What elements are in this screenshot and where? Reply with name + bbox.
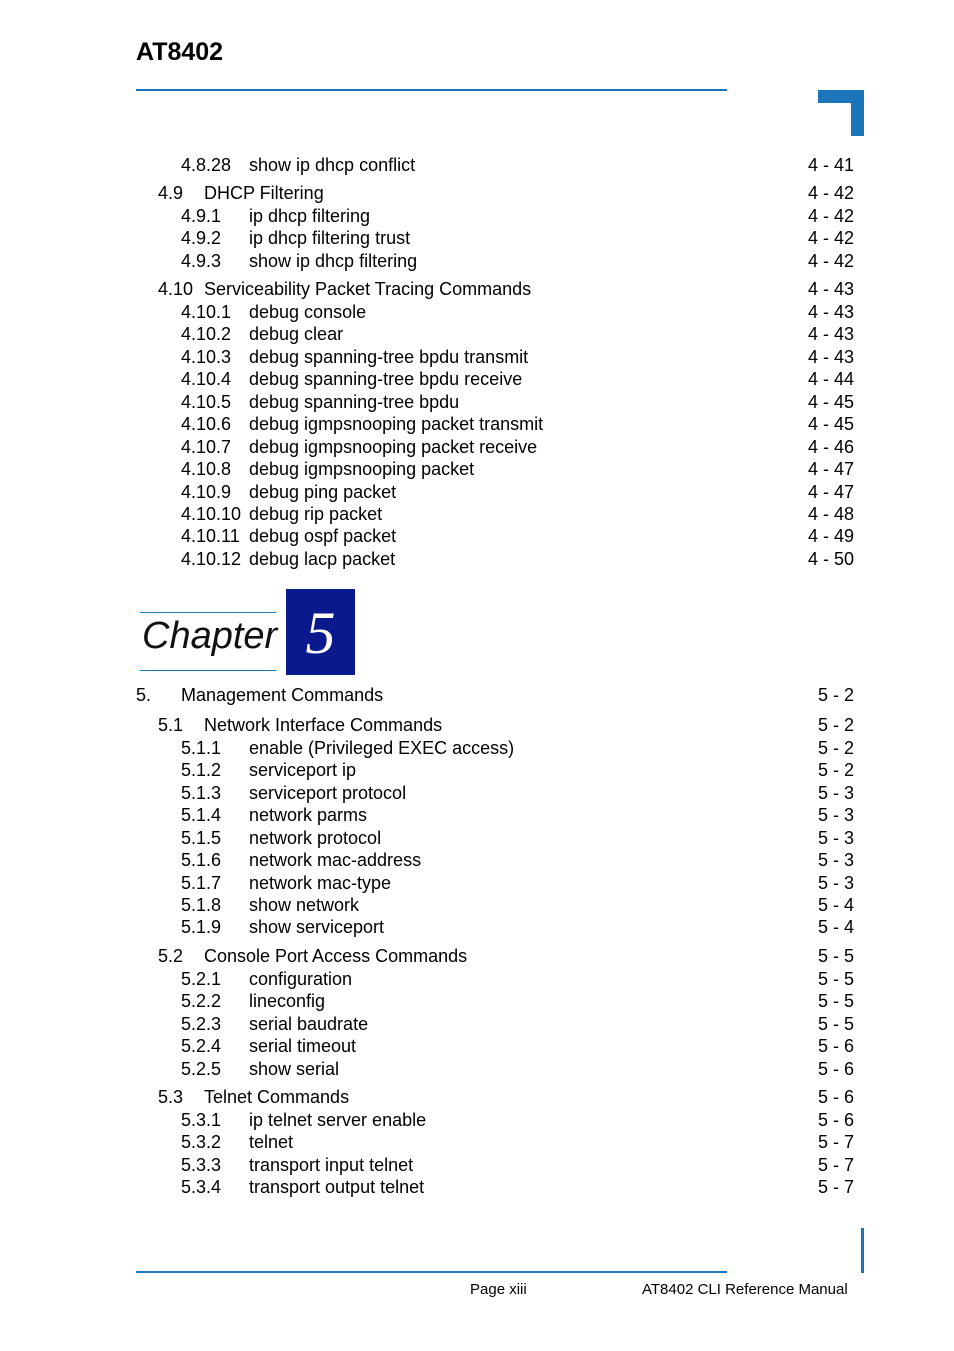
toc-entry[interactable] [181, 1058, 854, 1080]
toc-entry-page: 5 - 2 [815, 759, 854, 781]
toc-entry-number: 5.2.5 [181, 1059, 222, 1079]
toc-entry-page: 4 - 43 [805, 278, 854, 300]
toc-entry-label: debug igmpsnooping packet transmit [249, 413, 549, 435]
toc-entry-number: 5.3 [158, 1087, 184, 1107]
toc-entry-label: debug spanning-tree bpdu receive [249, 368, 528, 390]
toc-entry-page: 5 - 2 [815, 684, 854, 706]
toc-entry-label: ip dhcp filtering [249, 205, 376, 227]
toc-entry-label: show network [249, 894, 365, 916]
toc-entry-number: 5.1.7 [181, 873, 222, 893]
toc-entry-number: 4.10.1 [181, 302, 232, 322]
toc-entry-page: 5 - 4 [815, 894, 854, 916]
toc-entry-label: debug igmpsnooping packet receive [249, 436, 543, 458]
footer-rule [136, 1271, 727, 1273]
toc-entry-page: 4 - 50 [805, 548, 854, 570]
toc-entry-number: 5.1.1 [181, 738, 222, 758]
toc-entry-number: 5.1.2 [181, 760, 222, 780]
toc-entry-label: debug rip packet [249, 503, 388, 525]
toc-entry-page: 5 - 6 [815, 1035, 854, 1057]
toc-entry-number: 5.3.2 [181, 1132, 222, 1152]
toc-entry-label: serviceport ip [249, 759, 362, 781]
toc-entry[interactable] [158, 182, 854, 204]
toc-entry-number: 5.3.1 [181, 1110, 222, 1130]
toc-entry[interactable] [181, 368, 854, 390]
toc-entry-label: serviceport protocol [249, 782, 412, 804]
toc-entry-label: debug ospf packet [249, 525, 402, 547]
toc-entry-label: show ip dhcp filtering [249, 250, 423, 272]
toc-entry-page: 4 - 42 [805, 227, 854, 249]
toc-entry[interactable] [181, 1035, 854, 1057]
toc-entry-number: 5.2.1 [181, 969, 222, 989]
toc-entry-number: 4.10.12 [181, 549, 242, 569]
toc-entry-label: debug lacp packet [249, 548, 401, 570]
toc-entry-label: telnet [249, 1131, 299, 1153]
toc-entry[interactable] [158, 945, 854, 967]
toc-entry-label: network mac-address [249, 849, 427, 871]
toc-entry[interactable] [181, 759, 854, 781]
toc-entry-page: 4 - 46 [805, 436, 854, 458]
toc-entry-number: 4.10.10 [181, 504, 242, 524]
toc-entry-label: Management Commands [181, 684, 389, 706]
toc-entry-page: 4 - 45 [805, 413, 854, 435]
toc-entry-number: 5.1.9 [181, 917, 222, 937]
toc-entry-page: 4 - 47 [805, 481, 854, 503]
toc-entry[interactable] [181, 503, 854, 525]
toc-entry-label: Telnet Commands [204, 1086, 355, 1108]
toc-entry-number: 4.9.1 [181, 206, 222, 226]
footer-manual-title: AT8402 CLI Reference Manual [642, 1281, 848, 1298]
toc-entry-label: DHCP Filtering [204, 182, 330, 204]
toc-entry-label: show serial [249, 1058, 345, 1080]
corner-decoration [818, 90, 864, 136]
toc-entry-number: 5.3.3 [181, 1155, 222, 1175]
toc-entry[interactable] [181, 205, 854, 227]
toc-entry-page: 5 - 6 [815, 1109, 854, 1131]
toc-entry-label: network parms [249, 804, 373, 826]
toc-entry[interactable] [181, 548, 854, 570]
toc-entry[interactable] [158, 1086, 854, 1108]
toc-entry-label: serial timeout [249, 1035, 362, 1057]
toc-entry[interactable] [181, 849, 854, 871]
toc-entry-label: serial baudrate [249, 1013, 374, 1035]
chapter-rule-top [140, 612, 276, 613]
toc-entry-page: 5 - 3 [815, 804, 854, 826]
toc-entry[interactable] [181, 1154, 854, 1176]
toc-entry-number: 5.1.5 [181, 828, 222, 848]
toc-entry-label: Serviceability Packet Tracing Commands [204, 278, 537, 300]
toc-entry-label: debug ping packet [249, 481, 402, 503]
toc-entry[interactable] [181, 323, 854, 345]
toc-entry-label: transport input telnet [249, 1154, 419, 1176]
toc-entry[interactable] [181, 481, 854, 503]
toc-entry-number: 5.2.2 [181, 991, 222, 1011]
toc-entry[interactable] [181, 1013, 854, 1035]
toc-entry-label: Console Port Access Commands [204, 945, 473, 967]
toc-entry-label: show serviceport [249, 916, 390, 938]
toc-entry-number: 5.1.6 [181, 850, 222, 870]
toc-entry-label: debug spanning-tree bpdu transmit [249, 346, 534, 368]
toc-entry[interactable] [181, 1176, 854, 1198]
toc-entry[interactable] [181, 916, 854, 938]
toc-entry-page: 5 - 2 [815, 714, 854, 736]
toc-entry-label: debug igmpsnooping packet [249, 458, 480, 480]
toc-entry-number: 4.9 [158, 183, 184, 203]
toc-entry-page: 4 - 41 [805, 154, 854, 176]
toc-entry-page: 5 - 3 [815, 849, 854, 871]
toc-entry-number: 4.9.3 [181, 251, 222, 271]
toc-entry-label: network mac-type [249, 872, 397, 894]
toc-entry-page: 5 - 5 [815, 968, 854, 990]
toc-entry-page: 4 - 48 [805, 503, 854, 525]
toc-entry-label: ip telnet server enable [249, 1109, 432, 1131]
toc-entry[interactable] [181, 413, 854, 435]
toc-entry[interactable] [181, 827, 854, 849]
toc-entry-page: 4 - 42 [805, 205, 854, 227]
toc-entry-number: 4.10.7 [181, 437, 232, 457]
toc-entry-number: 4.10.2 [181, 324, 232, 344]
footer-page-number: Page xiii [470, 1281, 527, 1298]
toc-entry-page: 4 - 43 [805, 346, 854, 368]
header-rule [136, 89, 727, 91]
chapter-heading [138, 589, 368, 675]
toc-entry[interactable] [136, 684, 854, 706]
toc-entry[interactable] [181, 782, 854, 804]
toc-entry[interactable] [158, 714, 854, 736]
toc-entry-page: 4 - 43 [805, 301, 854, 323]
toc-entry-number: 5.1.4 [181, 805, 222, 825]
toc-entry-page: 5 - 5 [815, 945, 854, 967]
toc-entry-page: 4 - 45 [805, 391, 854, 413]
toc-entry-number: 5. [136, 685, 152, 705]
toc-entry-label: enable (Privileged EXEC access) [249, 737, 520, 759]
toc-entry-number: 5.3.4 [181, 1177, 222, 1197]
toc-entry[interactable] [181, 436, 854, 458]
toc-entry-label: lineconfig [249, 990, 331, 1012]
toc-entry-number: 5.2 [158, 946, 184, 966]
toc-entry-label: show ip dhcp conflict [249, 154, 421, 176]
toc-entry-number: 5.1.3 [181, 783, 222, 803]
toc-entry-number: 4.10.8 [181, 459, 232, 479]
toc-entry-number: 5.1 [158, 715, 184, 735]
toc-entry[interactable] [158, 278, 854, 300]
toc-entry-page: 5 - 3 [815, 782, 854, 804]
toc-entry-number: 4.10.3 [181, 347, 232, 367]
toc-entry-page: 5 - 6 [815, 1086, 854, 1108]
toc-entry-page: 5 - 7 [815, 1154, 854, 1176]
toc-entry-page: 5 - 5 [815, 990, 854, 1012]
toc-entry[interactable] [181, 227, 854, 249]
toc-entry-page: 4 - 42 [805, 250, 854, 272]
toc-entry-number: 4.10.4 [181, 369, 232, 389]
toc-entry-label: Network Interface Commands [204, 714, 448, 736]
toc-entry-label: configuration [249, 968, 358, 990]
toc-entry-number: 5.1.8 [181, 895, 222, 915]
toc-entry[interactable] [181, 872, 854, 894]
toc-entry-number: 4.10.6 [181, 414, 232, 434]
toc-entry[interactable] [181, 525, 854, 547]
toc-entry[interactable] [181, 346, 854, 368]
toc-entry-label: network protocol [249, 827, 387, 849]
toc-entry-label: debug console [249, 301, 372, 323]
toc-entry-label: ip dhcp filtering trust [249, 227, 416, 249]
toc-entry-number: 4.9.2 [181, 228, 222, 248]
page-header-title: AT8402 [136, 38, 224, 66]
toc-entry-number: 5.2.4 [181, 1036, 222, 1056]
toc-entry-number: 4.10.5 [181, 392, 232, 412]
toc-entry[interactable] [181, 968, 854, 990]
toc-entry-label: transport output telnet [249, 1176, 430, 1198]
toc-entry[interactable] [181, 894, 854, 916]
toc-entry[interactable] [181, 737, 854, 759]
toc-entry[interactable] [181, 250, 854, 272]
toc-entry-label: debug clear [249, 323, 349, 345]
toc-entry-page: 5 - 6 [815, 1058, 854, 1080]
toc-entry[interactable] [181, 804, 854, 826]
footer-corner-decoration [861, 1228, 864, 1273]
toc-entry-page: 5 - 7 [815, 1176, 854, 1198]
toc-entry-label: debug spanning-tree bpdu [249, 391, 465, 413]
toc-entry-number: 5.2.3 [181, 1014, 222, 1034]
toc-entry-page: 4 - 47 [805, 458, 854, 480]
chapter-word: Chapter [142, 615, 278, 657]
toc-entry-number: 4.10 [158, 279, 194, 299]
toc-entry[interactable] [181, 154, 854, 176]
chapter-rule-bottom [140, 670, 276, 671]
toc-entry-page: 4 - 43 [805, 323, 854, 345]
toc-entry-number: 4.8.28 [181, 155, 232, 175]
toc-entry-page: 5 - 3 [815, 872, 854, 894]
toc-entry[interactable] [181, 990, 854, 1012]
toc-entry[interactable] [181, 458, 854, 480]
toc-entry-page: 4 - 44 [805, 368, 854, 390]
toc-entry[interactable] [181, 391, 854, 413]
toc-entry-page: 4 - 42 [805, 182, 854, 204]
toc-entry[interactable] [181, 1131, 854, 1153]
toc-entry-page: 5 - 2 [815, 737, 854, 759]
chapter-number-box: 5 [286, 589, 355, 675]
toc-entry-page: 5 - 7 [815, 1131, 854, 1153]
toc-entry-number: 4.10.9 [181, 482, 232, 502]
toc-entry[interactable] [181, 301, 854, 323]
toc-entry-number: 4.10.11 [181, 526, 240, 546]
toc-entry-page: 5 - 3 [815, 827, 854, 849]
toc-entry[interactable] [181, 1109, 854, 1131]
toc-entry-page: 5 - 4 [815, 916, 854, 938]
toc-entry-page: 5 - 5 [815, 1013, 854, 1035]
toc-entry-page: 4 - 49 [805, 525, 854, 547]
